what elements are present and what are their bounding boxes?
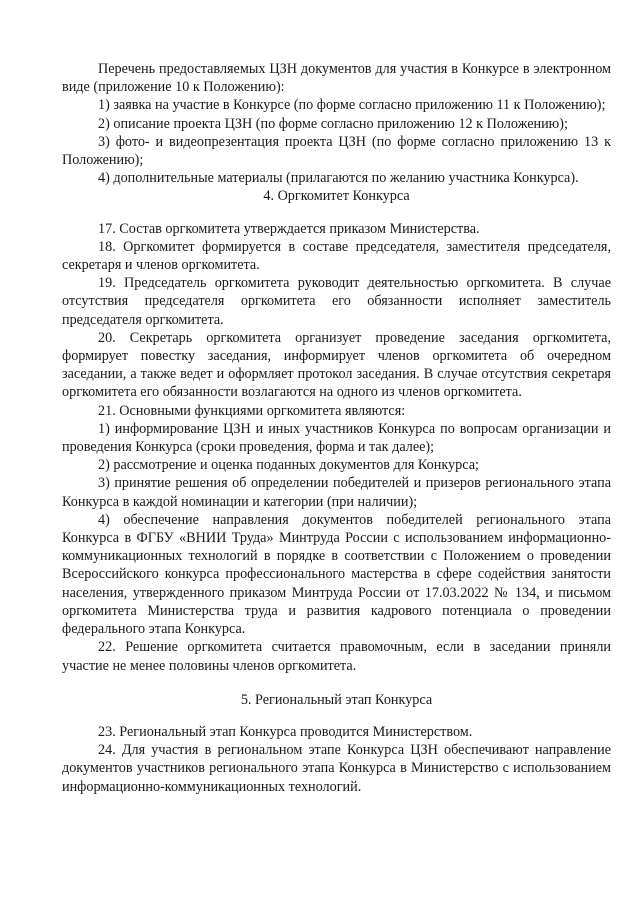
paragraph-18: 18. Оргкомитет формируется в составе председателя, заместителя председателя, секретаря и членов оргкомитета. bbox=[62, 238, 611, 274]
paragraph-23: 23. Региональный этап Конкурса проводится Министерством. bbox=[98, 723, 473, 740]
doc-list-item-1: 1) заявка на участие в Конкурсе (по форме согласно приложению 11 к Положению); bbox=[98, 97, 606, 114]
paragraph-24: 24. Для участия в региональном этапе Конкурса ЦЗН обеспечивают направление документов участников регионального этапа Конкурса в Министерство с использованием информационно-коммуникационных технологий. bbox=[62, 742, 611, 795]
doc-list-item-4: 4) дополнительные материалы (прилагаются по желанию участника Конкурса). bbox=[98, 170, 579, 187]
section-5-heading: 5. Региональный этап Конкурса bbox=[240, 691, 433, 708]
function-item-4: 4) обеспечение направления документов победителей регионального этапа Конкурса в ФГБУ «ВНИИ Труда» Минтруда России с использованием информационно-коммуникационных технологий в порядке в соответствии с Положением о проведении Всероссийского конкурса профессионального мастерства в сфере содействия занятости населения, утвержденного приказом Минтруда России от 17.03.2022 № 134, и письмом оргкомитета Министерства труда и развития кадрового потенциала о проведении федерального этапа Конкурса. bbox=[62, 511, 611, 638]
function-item-2: 2) рассмотрение и оценка поданных документов для Конкурса; bbox=[98, 457, 479, 474]
function-item-1: 1) информирование ЦЗН и иных участников Конкурса по вопросам организации и проведения Конкурса (сроки проведения, форма и так далее); bbox=[62, 420, 611, 456]
section-4-heading: 4. Оргкомитет Конкурса bbox=[263, 188, 410, 205]
intro-paragraph: Перечень предоставляемых ЦЗН документов для участия в Конкурсе в электронном виде (приложение 10 к Положению): bbox=[62, 61, 611, 96]
paragraph-17: 17. Состав оргкомитета утверждается приказом Министерства. bbox=[98, 220, 480, 237]
paragraph-19: 19. Председатель оргкомитета руководит деятельностью оргкомитета. В случае отсутствия председателя оргкомитета его обязанности исполняет заместитель председателя оргкомитета. bbox=[62, 275, 611, 328]
paragraph-21: 21. Основными функциями оргкомитета являются: bbox=[98, 402, 406, 419]
doc-list-item-2: 2) описание проекта ЦЗН (по форме согласно приложению 12 к Положению); bbox=[98, 115, 568, 132]
function-item-3: 3) принятие решения об определении победителей и призеров регионального этапа Конкурса в каждой номинации и категории (при наличии); bbox=[62, 475, 611, 510]
paragraph-22: 22. Решение оргкомитета считается правомочным, если в заседании приняли участие не менее половины членов оргкомитета. bbox=[62, 639, 611, 674]
doc-list-item-3: 3) фото- и видеопрезентация проекта ЦЗН (по форме согласно приложению 13 к Положению); bbox=[62, 133, 611, 169]
paragraph-20: 20. Секретарь оргкомитета организует проведение заседания оргкомитета, формирует повестку заседания, информирует членов оргкомитета об очередном заседании, а также ведет и оформляет протокол заседания. В случае отсутствия секретаря оргкомитета его обязанности возлагаются на одного из членов оргкомитета. bbox=[62, 329, 611, 401]
